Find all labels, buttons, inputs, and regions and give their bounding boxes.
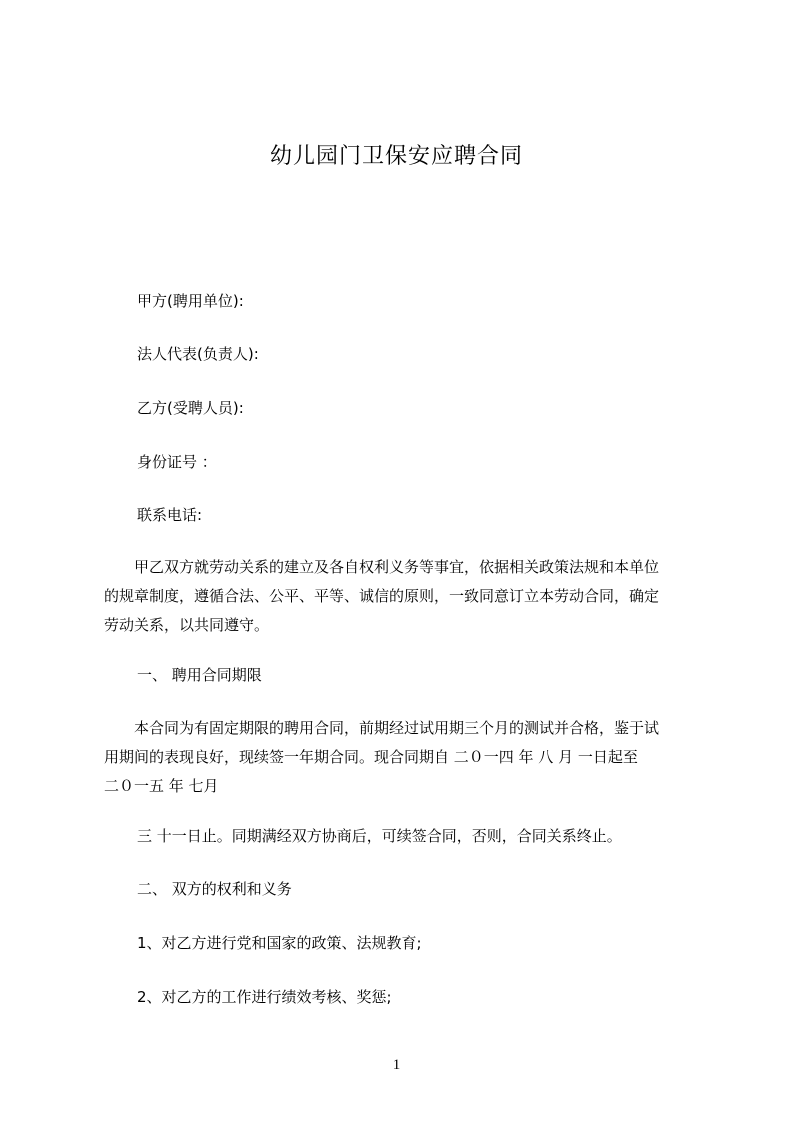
section-1-body xyxy=(104,718,704,805)
section-1-heading: 一、 聘用合同期限 xyxy=(137,666,262,684)
section-1-continuation: 三 十一日止。同期满经双方协商后，可续签合同，否则，合同关系终止。 xyxy=(137,827,622,845)
page-number: 1 xyxy=(392,1057,401,1073)
intro-line: 甲乙双方就劳动关系的建立及各自权利义务等事宜，依据相关政策法规和本单位 xyxy=(104,558,660,576)
section-1-line: 用期间的表现良好，现续签一年期合同。现合同期自 二０一四 年 八 月 一日起至 xyxy=(104,748,638,766)
intro-line: 的规章制度，遵循合法、公平、平等、诚信的原则，一致同意订立本劳动合同，确定 xyxy=(104,587,660,605)
field-party-a: 甲方(聘用单位): xyxy=(137,292,244,310)
section-2-item: 2、对乙方的工作进行绩效考核、奖惩; xyxy=(137,988,392,1006)
intro-paragraph xyxy=(104,557,704,644)
field-id-number: 身份证号 ： xyxy=(137,453,217,471)
field-party-b: 乙方(受聘人员): xyxy=(137,399,244,417)
section-1-line: 二０一五 年 七月 xyxy=(104,777,219,795)
document-title: 幼儿园门卫保安应聘合同 xyxy=(269,144,523,169)
field-phone: 联系电话: xyxy=(137,506,203,524)
section-1-line: 本合同为有固定期限的聘用合同，前期经过试用期三个月的测试并合格，鉴于试 xyxy=(104,719,660,737)
section-2-item: 1、对乙方进行党和国家的政策、法规教育; xyxy=(137,934,422,952)
intro-line: 劳动关系，以共同遵守。 xyxy=(104,616,270,634)
field-legal-representative: 法人代表(负责人): xyxy=(137,345,259,363)
section-2-heading: 二、 双方的权利和义务 xyxy=(137,880,292,898)
